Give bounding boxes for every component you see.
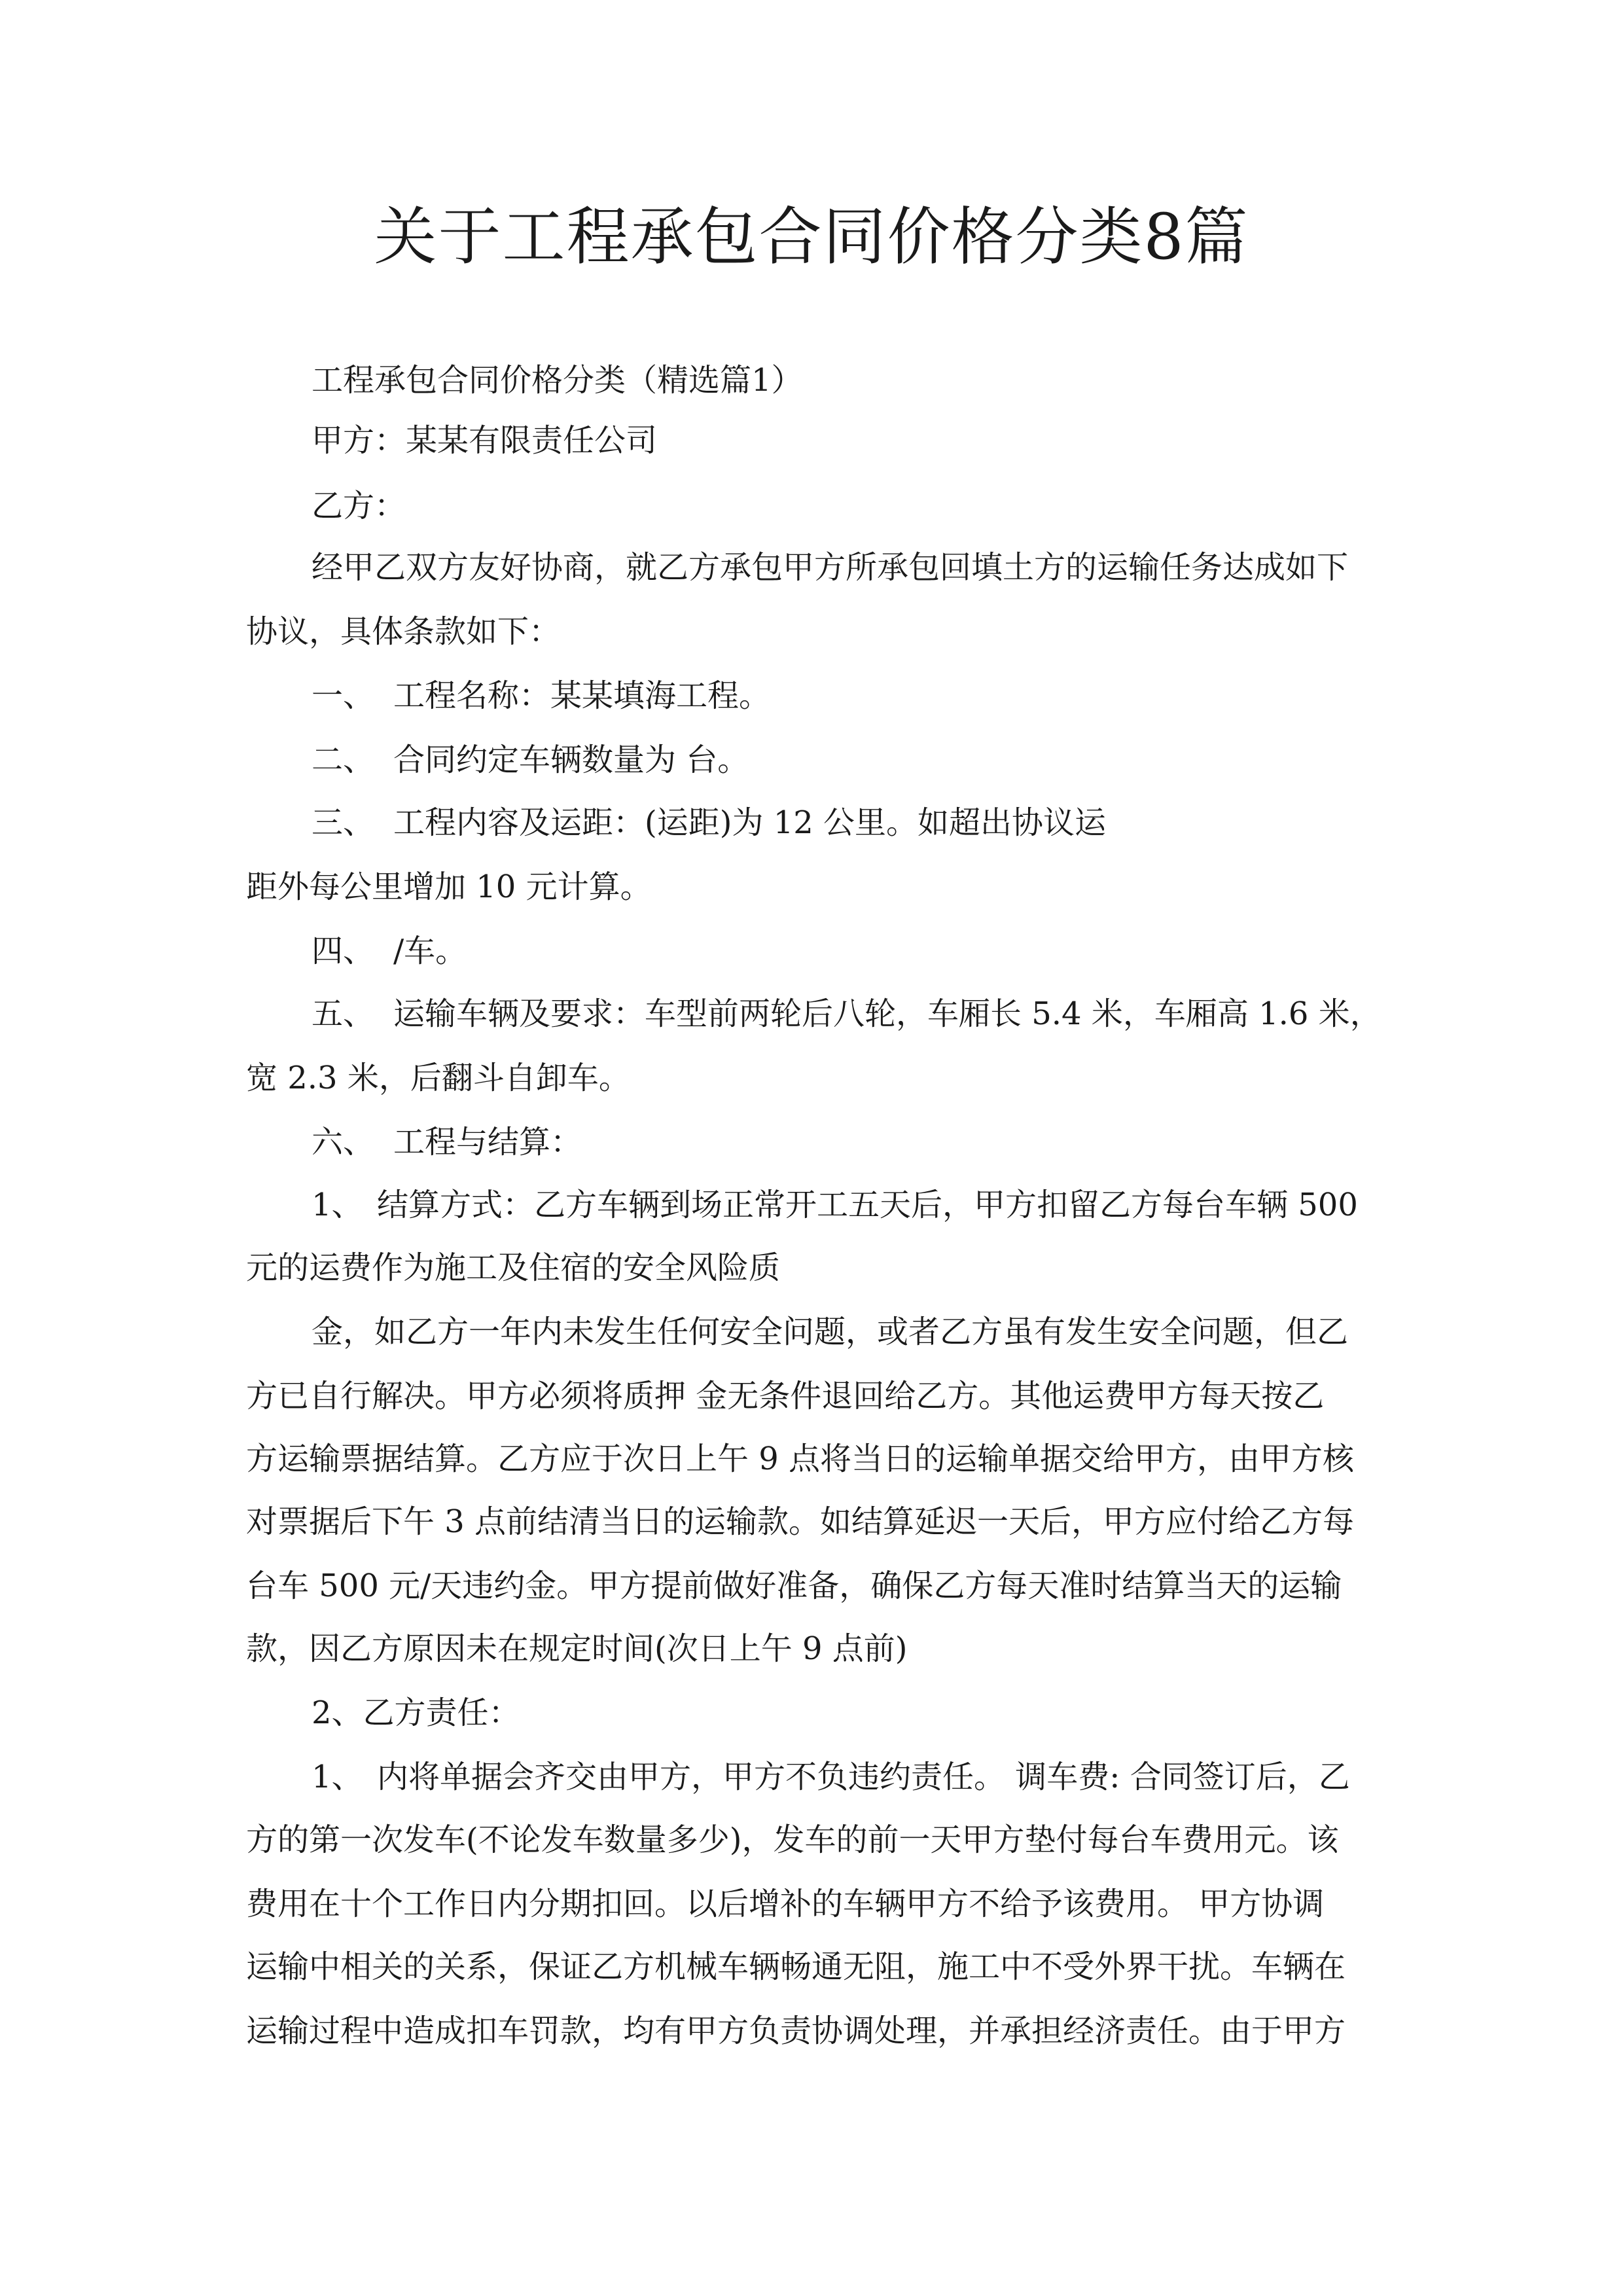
subsection-heading: 2、乙方责任： bbox=[312, 1695, 520, 1731]
paragraph-line: 台车 500 元/天违约金。甲方提前做好准备，确保乙方每天准时结算当天的运输 bbox=[246, 1568, 1342, 1604]
clause-number: 五、 bbox=[312, 996, 375, 1032]
clause-5 bbox=[312, 991, 1382, 1037]
paragraph-line: 协议，具体条款如下： bbox=[246, 613, 561, 650]
paragraph-line: 宽 2.3 米，后翻斗自卸车。 bbox=[246, 1060, 630, 1096]
party-b: 乙方： bbox=[312, 488, 406, 524]
clause-number: 一、 bbox=[312, 677, 375, 714]
paragraph-line: 费用在十个工作日内分期扣回。以后增补的车辆甲方不给予该费用。 甲方协调 bbox=[246, 1886, 1325, 1922]
clause-text: 工程名称：某某填海工程。 bbox=[393, 677, 771, 714]
clause-2 bbox=[312, 737, 749, 783]
clause-text: 工程内容及运距：(运距)为 12 公里。如超出协议运 bbox=[393, 804, 1107, 841]
clause-text: 合同约定车辆数量为 台。 bbox=[393, 742, 749, 778]
paragraph-line: 款，因乙方原因未在规定时间(次日上午 9 点前) bbox=[246, 1630, 908, 1667]
clause-6 bbox=[312, 1119, 582, 1165]
paragraph-line: 距外每公里增加 10 元计算。 bbox=[246, 869, 652, 905]
paragraph-line: 方运输票据结算。乙方应于次日上午 9 点将当日的运输单据交给甲方，由甲方核 bbox=[246, 1441, 1355, 1477]
paragraph-line: 运输过程中造成扣车罚款，均有甲方负责协调处理，并承担经济责任。由于甲方 bbox=[246, 2013, 1346, 2049]
paragraph-line: 金，如乙方一年内未发生任何安全问题，或者乙方虽有发生安全问题，但乙 bbox=[312, 1314, 1349, 1350]
clause-text: 工程与结算： bbox=[393, 1124, 582, 1160]
paragraph-line: 方已自行解决。甲方必须将质押 金无条件退回给乙方。其他运费甲方每天按乙 bbox=[246, 1378, 1325, 1414]
clause-3 bbox=[312, 800, 1106, 846]
subclause-text: 结算方式：乙方车辆到场正常开工五天后，甲方扣留乙方每台车辆 500 bbox=[377, 1187, 1358, 1223]
paragraph-line: 方的第一次发车(不论发车数量多少)，发车的前一天甲方垫付每台车费用元。该 bbox=[246, 1821, 1339, 1858]
clause-4 bbox=[312, 928, 467, 974]
section-heading: 工程承包合同价格分类（精选篇1） bbox=[312, 362, 803, 399]
clause-text: 运输车辆及要求：车型前两轮后八轮，车厢长 5.4 米，车厢高 1.6 米， bbox=[393, 996, 1382, 1032]
clause-number: 三、 bbox=[312, 804, 375, 841]
paragraph-line: 元的运费作为施工及住宿的安全风险质 bbox=[246, 1249, 781, 1286]
paragraph-line: 运输中相关的关系，保证乙方机械车辆畅通无阻，施工中不受外界干扰。车辆在 bbox=[246, 1948, 1346, 1985]
subclause-1b bbox=[312, 1754, 1350, 1800]
subclause-1 bbox=[312, 1182, 1358, 1228]
clause-number: 二、 bbox=[312, 742, 375, 778]
clause-1 bbox=[312, 673, 770, 719]
clause-number: 四、 bbox=[312, 933, 375, 969]
subclause-number: 1、 bbox=[312, 1187, 363, 1223]
clause-number: 六、 bbox=[312, 1124, 375, 1160]
subclause-text: 内将单据会齐交由甲方，甲方不负违约责任。 调车费: 合同签订后，乙 bbox=[377, 1759, 1350, 1795]
paragraph-line: 经甲乙双方友好协商，就乙方承包甲方所承包回填土方的运输任务达成如下 bbox=[312, 549, 1349, 586]
paragraph-line: 对票据后下午 3 点前结清当日的运输款。如结算延迟一天后，甲方应付给乙方每 bbox=[246, 1503, 1355, 1540]
party-a: 甲方：某某有限责任公司 bbox=[312, 422, 658, 459]
document-title: 关于工程承包合同价格分类8篇 bbox=[374, 200, 1249, 274]
clause-text: /车。 bbox=[393, 933, 467, 969]
subclause-number: 1、 bbox=[312, 1759, 363, 1795]
